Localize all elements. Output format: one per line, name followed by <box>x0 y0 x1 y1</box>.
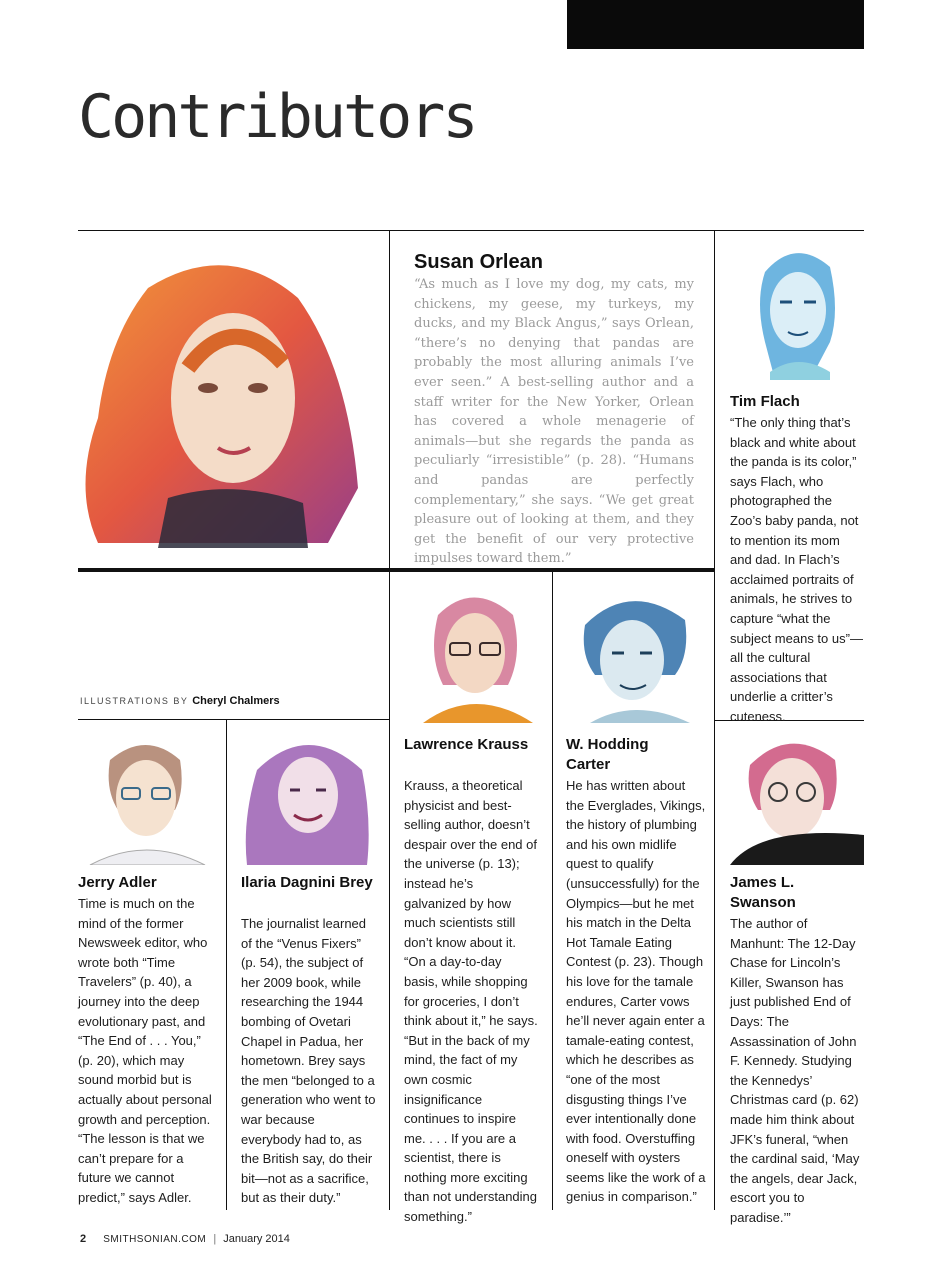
contributor-bio: The author of Manhunt: The 12-Day Chase for Lincoln’s Killer, Swanson has just published End of Days: The Assassination of John F. Kennedy. Studying the Kennedys’ Christmas card (p. 62) made him think about JFK’s funeral, “when the cardinal said, ‘May the angels, dear Jack, escort you to paradise.’” <box>730 916 860 1225</box>
contributor-bio: The journalist learned of the “Venus Fixers” (p. 54), the subject of her 2009 book, while researching the 1944 bombing of Ovetari Chapel in Padua, her hometown. Brey says the men “belonged to a generation who went to war because everybody had to, as the British say, do their bit—not as a sacrifice, but as their duty.” <box>241 916 376 1206</box>
column-divider-4 <box>552 572 553 1210</box>
contributor-name: Ilaria Dagnini Brey <box>241 874 373 891</box>
mid-rule-left <box>78 719 390 720</box>
column-divider-1 <box>389 230 390 572</box>
top-rule <box>78 230 864 231</box>
credit-name: Cheryl Chalmers <box>192 695 280 707</box>
header-black-bar <box>567 0 864 49</box>
contributor-name: Tim Flach <box>730 393 800 410</box>
w-hodding-carter-portrait <box>570 585 705 723</box>
footer-date: January 2014 <box>223 1233 290 1245</box>
page-footer <box>80 1233 290 1245</box>
lawrence-krauss-portrait <box>408 585 543 723</box>
credit-label: ILLUSTRATIONS BY <box>80 696 189 706</box>
contributor-bio: He has written about the Everglades, Vikings, the history of plumbing and his own midlife quest to qualify (unsuccessfully) for the Olympics—but he met his match in the Delta Hot Tamale Eating Contest (p. 23). Though his love for the tamale endures, Carter vows he’ll never again enter a tamale-eating contest, which he describes as “one of the most disgusting things I’ve ever intentionally done with food. Overstuffing oneself with oysters seems like the work of a genius in comparison.” <box>566 778 706 1205</box>
footer-separator: | <box>213 1233 217 1245</box>
column-divider-3 <box>389 572 390 1210</box>
page-title: Contributors <box>78 82 476 152</box>
contributor-name: W. Hodding Carter <box>566 736 649 773</box>
james-l-swanson-portrait <box>730 730 864 865</box>
featured-name: Susan Orlean <box>414 251 543 273</box>
column-divider-5 <box>226 720 227 1210</box>
susan-orlean-portrait <box>78 248 366 548</box>
page-number: 2 <box>80 1233 87 1245</box>
illustration-credit <box>80 695 280 707</box>
footer-site: SMITHSONIAN.COM <box>103 1234 207 1245</box>
tim-flach-portrait <box>750 242 845 380</box>
jerry-adler-portrait <box>80 730 213 865</box>
contributor-name: James L. Swanson <box>730 874 796 911</box>
contributor-bio: Time is much on the mind of the former Newsweek editor, who wrote both “Time Travelers” (p. 40), a journey into the deep evolutionary past, and “The End of . . . You,” (p. 20), which may sound morbid but is actually about personal growth and perception. “The lesson is that we can’t prepare for a future we cannot predict,” says Adler. <box>78 896 212 1205</box>
contributor-bio: Krauss, a theoretical physicist and best-selling author, doesn’t despair over the end of the universe (p. 13); instead he’s galvanized by how much scientists still don’t know about it. “On a day-to-day basis, while shopping for groceries, I don’t think about it,” he says. “But in the back of my mind, the fact of my own cosmic insignificance continues to inspire me. . . . If you are a scientist, there is nothing more exciting than not understanding something.” <box>404 778 538 1225</box>
contributor-name: Jerry Adler <box>78 874 157 891</box>
ilaria-dagnini-brey-portrait <box>242 730 375 865</box>
column-divider-2 <box>714 230 715 1210</box>
contributor-bio: “The only thing that’s black and white about the panda is its color,” says Flach, who photographed the Zoo’s baby panda, not to mention its mom and dad. In Flach’s acclaimed portraits of animals, he strives to capture “what the subject means to us”—all the cultural associations that underlie a critter’s cuteness. <box>730 415 863 724</box>
contributor-name: Lawrence Krauss <box>404 736 529 753</box>
featured-quote: “As much as I love my dog, my cats, my chickens, my geese, my turkeys, my ducks, and my Black Angus,” says Orlean, “there’s no denying that pandas are probably the most alluring animals I’ve ever seen.” A best-selling author and a staff writer for the New Yorker, Orlean has covered a whole menagerie of animals—but she regards the panda as peculiarly “irresistible” (p. 28). “Humans and pandas are perfectly complementary,” she says. “We get great pleasure out of looking at them, and they get the benefit of our very protective impulses toward them.” <box>414 277 694 567</box>
